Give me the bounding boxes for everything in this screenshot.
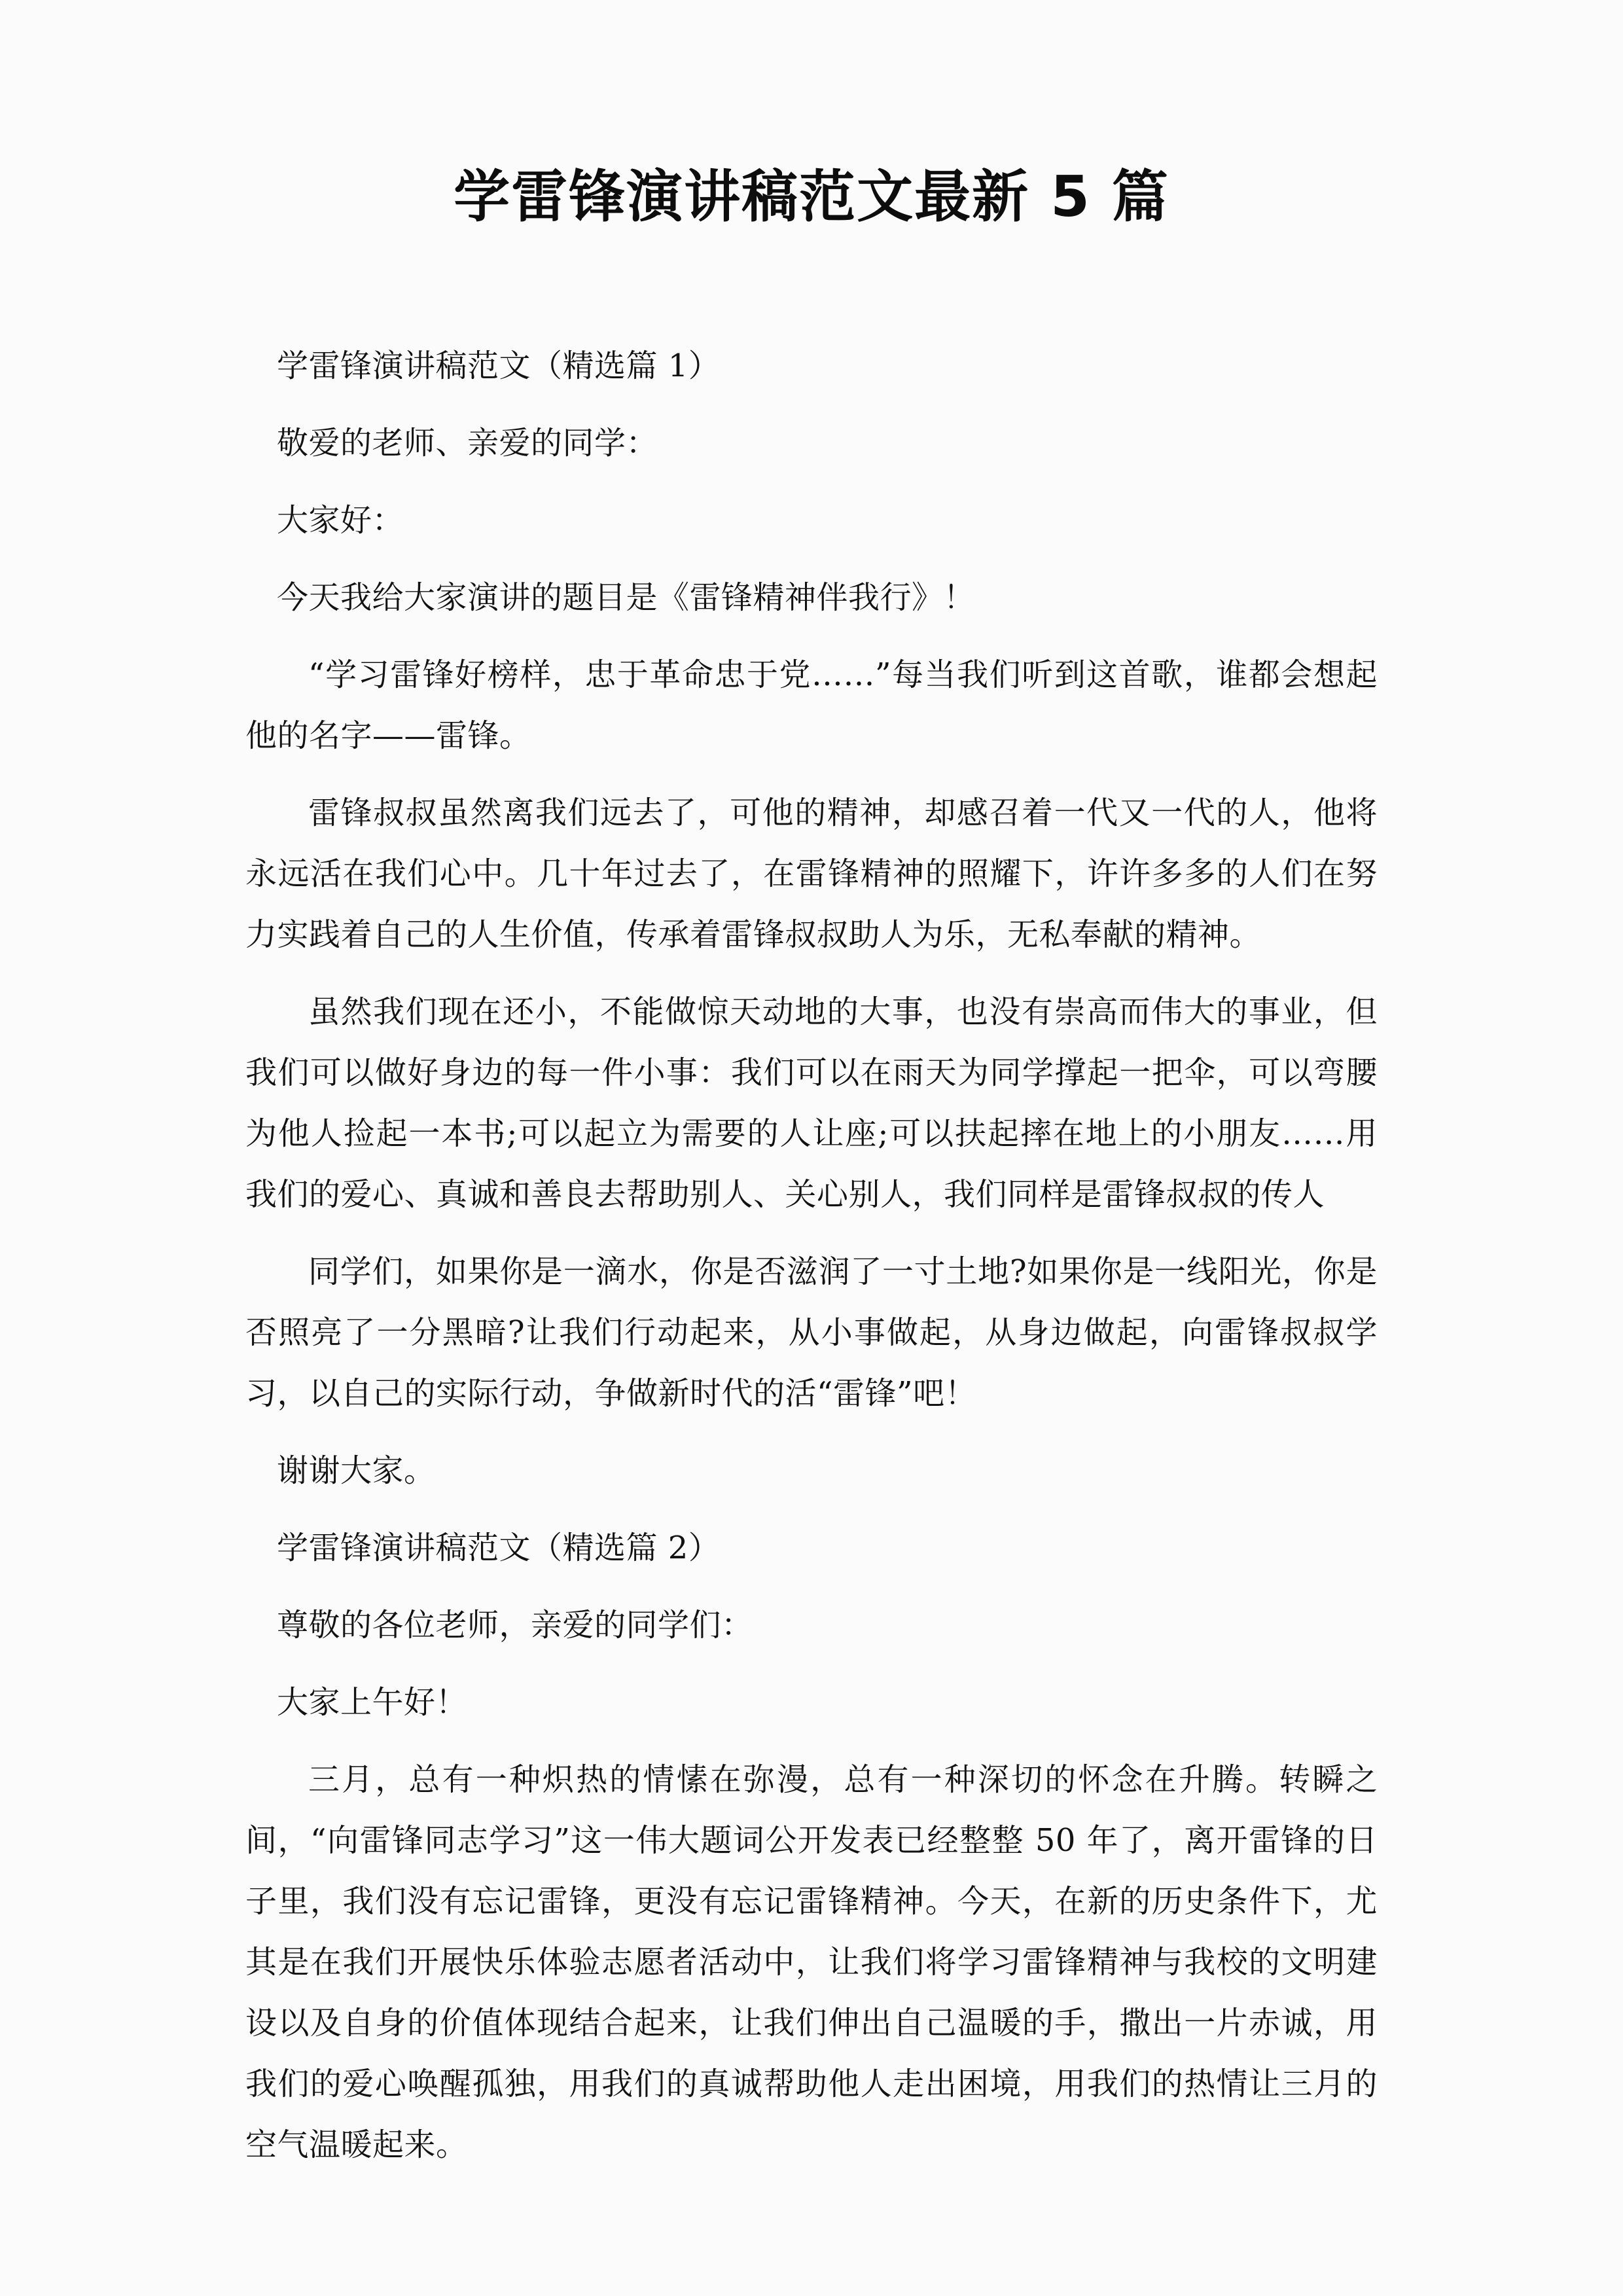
section-heading-1: 学雷锋演讲稿范文（精选篇 1）: [277, 348, 721, 385]
paragraph-greeting-2: 大家上午好！: [277, 1684, 468, 1721]
paragraph-thanks-1: 谢谢大家。: [277, 1452, 436, 1490]
paragraph-call-to-action: 同学们，如果你是一滴水，你是否滋润了一寸土地?如果你是一线阳光，你是否照亮了一分黑暗?让我们行动起来，从小事做起，从身边做起，向雷锋叔叔学习，以自己的实际行动，争做新时代的活“雷锋”吧！: [245, 1253, 1378, 1412]
paragraph-salutation-1: 敬爱的老师、亲爱的同学：: [277, 425, 658, 462]
page-title: 学雷锋演讲稿范文最新 5 篇: [454, 164, 1169, 230]
document-content: [245, 0, 1378, 2192]
paragraph-song-quote: “学习雷锋好榜样，忠于革命忠于党……”每当我们听到这首歌，谁都会想起他的名字——雷锋。: [245, 656, 1378, 755]
paragraph-spirit-legacy: 雷锋叔叔虽然离我们远去了，可他的精神，却感召着一代又一代的人，他将永远活在我们心中。几十年过去了，在雷锋精神的照耀下，许许多多的人们在努力实践着自己的人生价值，传承着雷锋叔叔助人为乐，无私奉献的精神。: [245, 795, 1378, 954]
paragraph-march-reflection: 三月，总有一种炽热的情愫在弥漫，总有一种深切的怀念在升腾。转瞬之间，“向雷锋同志学习”这一伟大题词公开发表已经整整 50 年了，离开雷锋的日子里，我们没有忘记雷锋，更没有忘记雷锋精神。今天，在新的历史条件下，尤其是在我们开展快乐体验志愿者活动中，让我们将学习雷锋精神与我校的文明建设以及自身的价值体现结合起来，让我们伸出自己温暖的手，撒出一片赤诚，用我们的爱心唤醒孤独，用我们的真诚帮助他人走出困境，用我们的热情让三月的空气温暖起来。: [245, 1761, 1378, 2164]
paragraph-small-deeds: 虽然我们现在还小，不能做惊天动地的大事，也没有崇高而伟大的事业，但我们可以做好身边的每一件小事：我们可以在雨天为同学撑起一把伞，可以弯腰为他人捡起一本书;可以起立为需要的人让座;可以扶起摔在地上的小朋友……用我们的爱心、真诚和善良去帮助别人、关心别人，我们同样是雷锋叔叔的传人: [245, 994, 1378, 1213]
paragraph-greeting-1: 大家好：: [277, 502, 404, 539]
section-heading-2: 学雷锋演讲稿范文（精选篇 2）: [277, 1530, 721, 1567]
document-body: [245, 336, 1378, 2176]
paragraph-salutation-2: 尊敬的各位老师，亲爱的同学们：: [277, 1607, 753, 1644]
paragraph-topic-1: 今天我给大家演讲的题目是《雷锋精神伴我行》！: [277, 579, 976, 617]
